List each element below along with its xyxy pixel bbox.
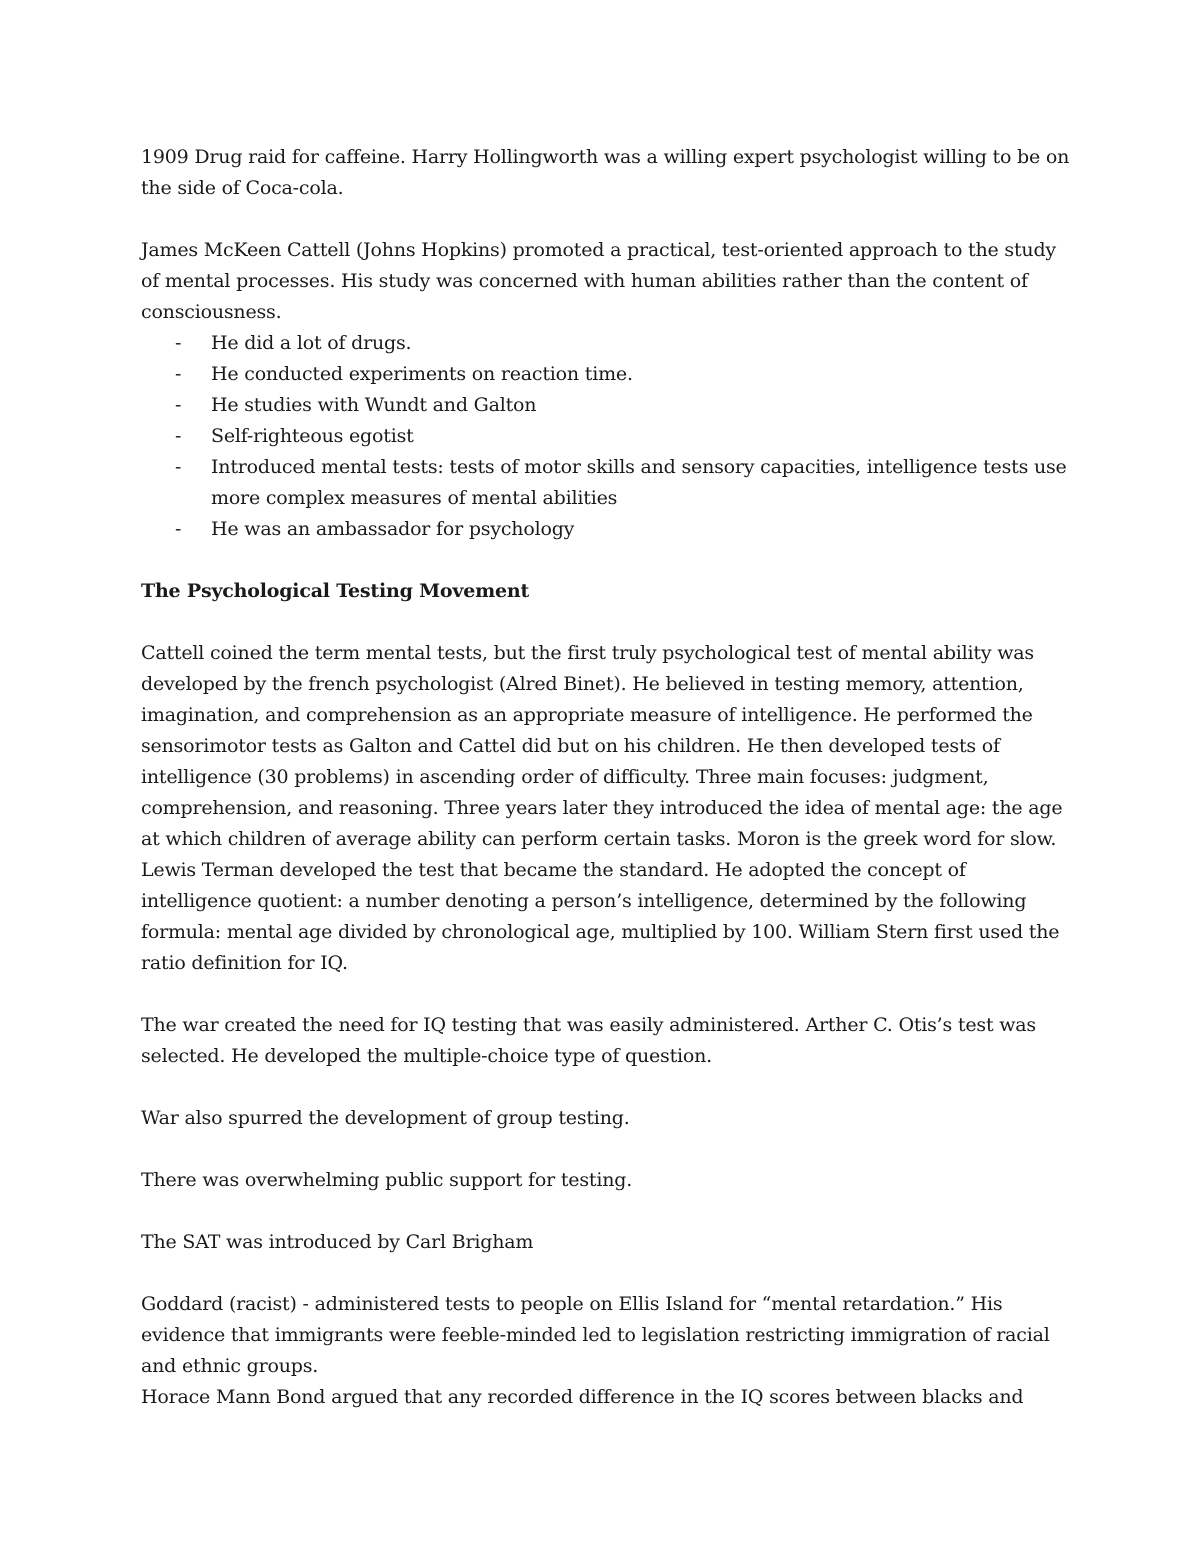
- paragraph-goddard: Goddard (racist) - administered tests to people on Ellis Island for “mental retardation.” His evidence that immigrants were feeble-minded led to legislation restricting immigration of racial and ethnic groups.: [141, 1293, 1050, 1377]
- dash-marker: -: [175, 456, 182, 478]
- list-item-text: Self-righteous egotist: [211, 425, 414, 447]
- paragraph-gap: [141, 607, 1071, 638]
- paragraph-public-support: There was overwhelming public support for testing.: [141, 1169, 633, 1191]
- paragraph-gap: [141, 1134, 1071, 1165]
- list-item-text: Introduced mental tests: tests of motor skills and sensory capacities, intelligence tests use more complex measures of mental abilities: [211, 456, 1067, 509]
- dash-marker: -: [175, 332, 182, 354]
- dash-marker: -: [175, 518, 182, 540]
- section-heading: The Psychological Testing Movement: [141, 580, 530, 602]
- paragraph-binet: Cattell coined the term mental tests, but the first truly psychological test of mental ability was developed by the french psychologist (Alred Binet). He believed in testing memory, attention, imagination, and comprehension as an appropriate measure of intelligence. He performed the sensorimotor tests as Galton and Cattel did but on his children. He then developed tests of intelligence (30 problems) in ascending order of difficulty. Three main focuses: judgment, comprehension, and reasoning. Three years later they introduced the idea of mental age: the age at which children of average ability can perform certain tasks. Moron is the greek word for slow. Lewis Terman developed the test that became the standard. He adopted the concept of intelligence quotient: a number denoting a person’s intelligence, determined by the following formula: mental age divided by chronological age, multiplied by 100. William Stern first used the ratio definition for IQ.: [141, 642, 1063, 974]
- paragraph-drug-raid: 1909 Drug raid for caffeine. Harry Hollingworth was a willing expert psychologist willing to be on the side of Coca-cola.: [141, 146, 1070, 199]
- list-item: [141, 452, 1071, 514]
- list-item-text: He studies with Wundt and Galton: [211, 394, 537, 416]
- list-item: [141, 359, 1071, 390]
- list-item: [141, 421, 1071, 452]
- paragraph-group-testing: War also spurred the development of group testing.: [141, 1107, 630, 1129]
- list-item-text: He did a lot of drugs.: [211, 332, 412, 354]
- document-page: [141, 142, 1071, 1413]
- cattell-bullet-list: [141, 328, 1071, 545]
- paragraph-war-iq: The war created the need for IQ testing that was easily administered. Arther C. Otis’s test was selected. He developed the multiple-choice type of question.: [141, 1014, 1036, 1067]
- paragraph-gap: [141, 1196, 1071, 1227]
- dash-marker: -: [175, 394, 182, 416]
- list-item: [141, 514, 1071, 545]
- list-item-text: He was an ambassador for psychology: [211, 518, 575, 540]
- paragraph-bond: Horace Mann Bond argued that any recorded difference in the IQ scores between blacks and: [141, 1386, 1024, 1408]
- paragraph-gap: [141, 204, 1071, 235]
- paragraph-gap: [141, 1258, 1071, 1289]
- paragraph-gap: [141, 545, 1071, 576]
- list-item: [141, 390, 1071, 421]
- dash-marker: -: [175, 363, 182, 385]
- paragraph-gap: [141, 1072, 1071, 1103]
- list-item-text: He conducted experiments on reaction time.: [211, 363, 633, 385]
- paragraph-sat: The SAT was introduced by Carl Brigham: [141, 1231, 534, 1253]
- dash-marker: -: [175, 425, 182, 447]
- paragraph-cattell: James McKeen Cattell (Johns Hopkins) promoted a practical, test-oriented approach to the study of mental processes. His study was concerned with human abilities rather than the content of consciousness.: [141, 239, 1056, 323]
- list-item: [141, 328, 1071, 359]
- paragraph-gap: [141, 979, 1071, 1010]
